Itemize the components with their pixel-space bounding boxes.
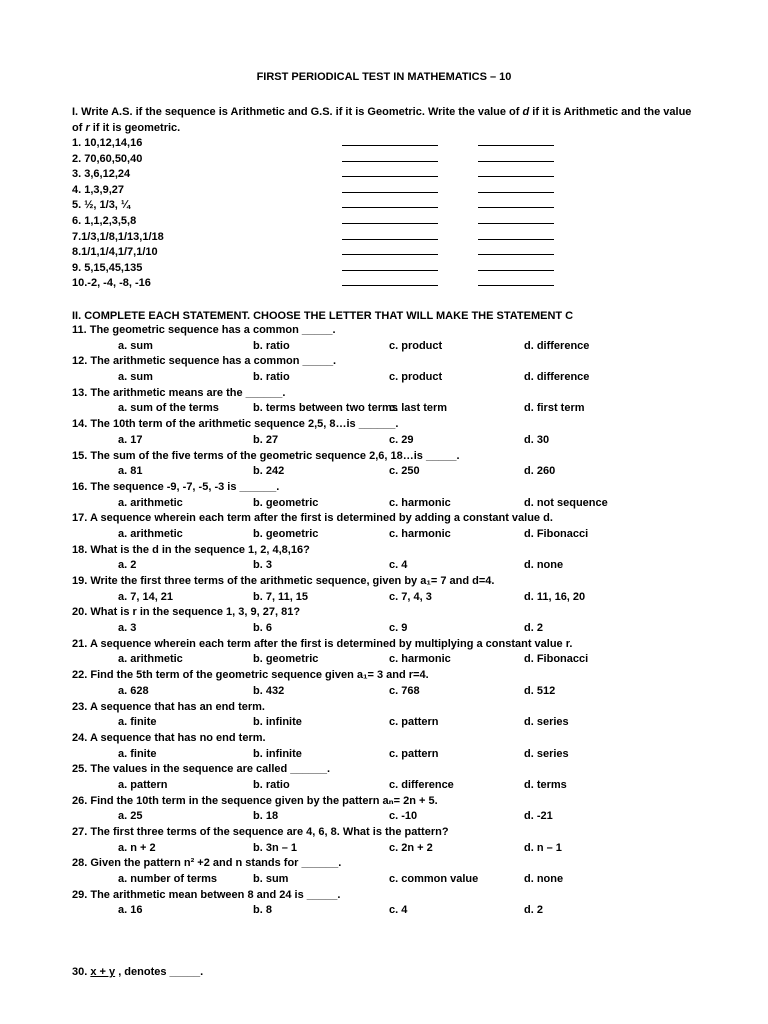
sequence-text: 7.1/3,1/8,1/13,1/18 [72,230,164,243]
question-options [72,527,712,543]
option-d: d. Fibonacci [524,527,589,540]
option-d: d. first term [524,402,585,415]
option-b: b. ratio [253,339,290,352]
question-options [72,809,712,825]
option-b: b. 8 [253,904,272,917]
question-stem: 22. Find the 5th term of the geometric sequence given a₁= 3 and r=4. [72,669,429,682]
question-options [72,747,712,763]
part1-item [72,276,692,292]
answer-blank-type [342,161,438,162]
answer-blank-type [342,192,438,193]
option-a: a. 16 [118,904,143,917]
option-c: c. product [389,371,443,384]
question-stem: 17. A sequence wherein each term after the first is determined by adding a constant value d. [72,512,553,525]
option-b: b. 7, 11, 15 [253,590,309,603]
option-d: d. 2 [524,622,543,635]
answer-blank-type [342,145,438,146]
question-stem: 29. The arithmetic mean between 8 and 24 is _____. [72,888,341,901]
option-d: d. Fibonacci [524,653,589,666]
answer-blank-type [342,239,438,240]
answer-blank-value [478,223,554,224]
part1-items [72,136,692,292]
part1-item [72,245,692,261]
part1-item [72,198,692,214]
sequence-text: 6. 1,1,2,3,5,8 [72,214,137,227]
option-b: b. 27 [253,433,279,446]
option-c: c. 250 [389,465,420,478]
question-30: 30. x + y , denotes _____. [72,966,204,978]
option-d: d. terms [524,778,567,791]
option-a: a. 2 [118,559,137,572]
option-b: b. sum [253,873,289,886]
question-options [72,841,712,857]
answer-blank-value [478,285,554,286]
option-b: b. 3n – 1 [253,841,298,854]
sequence-text: 5. ½, 1/3, ¼ [72,199,131,212]
option-b: b. 3 [253,559,272,572]
sequence-text: 2. 70,60,50,40 [72,152,143,165]
question-stem: 25. The values in the sequence are called ______. [72,763,331,776]
option-b: b. geometric [253,653,319,666]
sequence-text: 4. 1,3,9,27 [72,183,124,196]
option-b: b. ratio [253,371,290,384]
option-d: d. series [524,747,569,760]
option-b: b. 242 [253,465,285,478]
sequence-text: 3. 3,6,12,24 [72,168,131,181]
question-options [72,496,712,512]
option-c: c. difference [389,778,454,791]
part1-item [72,214,692,230]
question-stem: 18. What is the d in the sequence 1, 2, 4,8,16? [72,543,310,556]
answer-blank-type [342,207,438,208]
option-a: a. finite [118,747,157,760]
option-c: c. 29 [389,433,414,446]
part1-item [72,152,692,168]
option-b: b. ratio [253,778,290,791]
answer-blank-type [342,254,438,255]
option-d: d. none [524,559,564,572]
question-stem: 13. The arithmetic means are the ______. [72,386,286,399]
option-c: c. 4 [389,904,408,917]
question-stem: 11. The geometric sequence has a common _____. [72,324,336,336]
question-stem: 27. The first three terms of the sequence are 4, 6, 8. What is the pattern? [72,826,449,838]
option-c: c. 9 [389,622,408,635]
option-d: d. not sequence [524,496,608,509]
option-c: c. pattern [389,716,439,729]
option-d: d. 11, 16, 20 [524,590,586,603]
option-d: d. difference [524,339,590,352]
option-a: a. pattern [118,778,168,791]
option-a: a. arithmetic [118,653,183,666]
part2-questions [72,323,712,919]
option-c: c. pattern [389,747,439,760]
question-options [72,903,712,919]
answer-blank-type [342,176,438,177]
option-c: c. 7, 4, 3 [389,590,432,603]
option-a: a. 628 [118,684,149,697]
option-a: a. sum [118,371,153,384]
answer-blank-value [478,161,554,162]
question-stem: 15. The sum of the five terms of the geometric sequence 2,6, 18…is _____. [72,449,460,462]
part1-item [72,230,692,246]
question-stem: 14. The 10th term of the arithmetic sequence 2,5, 8…is ______. [72,418,399,431]
option-a: a. 81 [118,465,143,478]
option-b: b. 18 [253,810,279,823]
option-d: d. -21 [524,810,553,823]
option-a: a. sum [118,339,153,352]
answer-blank-type [342,285,438,286]
question-stem: 24. A sequence that has no end term. [72,731,266,744]
option-d: d. difference [524,371,590,384]
sequence-text: 9. 5,15,45,135 [72,261,143,274]
option-c: c. common value [389,873,479,886]
option-c: c. product [389,339,443,352]
option-d: d. 512 [524,684,556,697]
option-b: b. geometric [253,496,319,509]
question-stem: 12. The arithmetic sequence has a common _____. [72,355,337,368]
question-options [72,464,712,480]
sequence-text: 10.-2, -4, -8, -16 [72,277,151,290]
question-options [72,652,712,668]
part1-instruction: I. Write A.S. if the sequence is Arithmetic and G.S. if it is Geometric. Write the value of d if it is Arithmetic and the value of r if it is geometric. [72,106,692,134]
answer-blank-value [478,254,554,255]
option-d: d. series [524,716,569,729]
answer-blank-type [342,270,438,271]
question-options [72,590,712,606]
part1-item [72,183,692,199]
option-c: c. 4 [389,559,408,572]
question-options [72,715,712,731]
question-options [72,558,712,574]
option-d: d. 2 [524,904,543,917]
part2-instruction: II. COMPLETE EACH STATEMENT. CHOOSE THE LETTER THAT WILL MAKE THE STATEMENT C [72,310,574,322]
question-stem: 26. Find the 10th term in the sequence given by the pattern aₙ= 2n + 5. [72,794,438,807]
question-options [72,872,712,888]
option-a: a. 7, 14, 21 [118,590,174,603]
question-options [72,401,712,417]
option-c: c. 768 [389,684,420,697]
option-b: b. infinite [253,747,302,760]
option-c: c. harmonic [389,496,451,509]
part1-item [72,167,692,183]
answer-blank-value [478,207,554,208]
question-options [72,339,712,355]
option-d: d. none [524,873,564,886]
question-stem: 28. Given the pattern n² +2 and n stands for ______. [72,857,342,870]
part1-item [72,136,692,152]
option-b: b. geometric [253,527,319,540]
answer-blank-value [478,145,554,146]
answer-blank-value [478,192,554,193]
option-a: a. arithmetic [118,496,183,509]
question-stem: 23. A sequence that has an end term. [72,700,265,713]
option-a: a. number of terms [118,873,218,886]
option-a: a. finite [118,716,157,729]
option-d: d. n – 1 [524,841,562,854]
option-b: b. 432 [253,684,285,697]
answer-blank-type [342,223,438,224]
question-options [72,684,712,700]
option-b: b. infinite [253,716,302,729]
option-c: c. last term [389,402,448,415]
option-c: c. harmonic [389,527,451,540]
option-a: a. arithmetic [118,527,183,540]
sequence-text: 1. 10,12,14,16 [72,137,143,149]
question-options [72,778,712,794]
option-c: c. harmonic [389,653,451,666]
option-b: b. 6 [253,622,272,635]
question-options [72,370,712,386]
test-title: FIRST PERIODICAL TEST IN MATHEMATICS – 10 [256,71,512,83]
question-stem: 16. The sequence -9, -7, -5, -3 is ______. [72,480,280,493]
question-options [72,621,712,637]
option-a: a. 3 [118,622,137,635]
option-c: c. -10 [389,810,418,823]
answer-blank-value [478,270,554,271]
question-stem: 19. Write the first three terms of the arithmetic sequence, given by a₁= 7 and d=4. [72,575,495,587]
answer-blank-value [478,176,554,177]
option-c: c. 2n + 2 [389,841,433,854]
option-a: a. sum of the terms [118,402,219,415]
option-a: a. 25 [118,810,143,823]
question-options [72,433,712,449]
option-d: d. 260 [524,465,556,478]
option-a: a. n + 2 [118,841,156,854]
answer-blank-value [478,239,554,240]
part1-item [72,261,692,277]
sequence-text: 8.1/1,1/4,1/7,1/10 [72,246,158,259]
option-a: a. 17 [118,433,143,446]
question-stem: 20. What is r in the sequence 1, 3, 9, 27, 81? [72,606,301,619]
question-stem: 21. A sequence wherein each term after the first is determined by multiplying a constant value r. [72,637,573,650]
option-b: b. terms between two terms [253,402,398,415]
option-d: d. 30 [524,433,550,446]
